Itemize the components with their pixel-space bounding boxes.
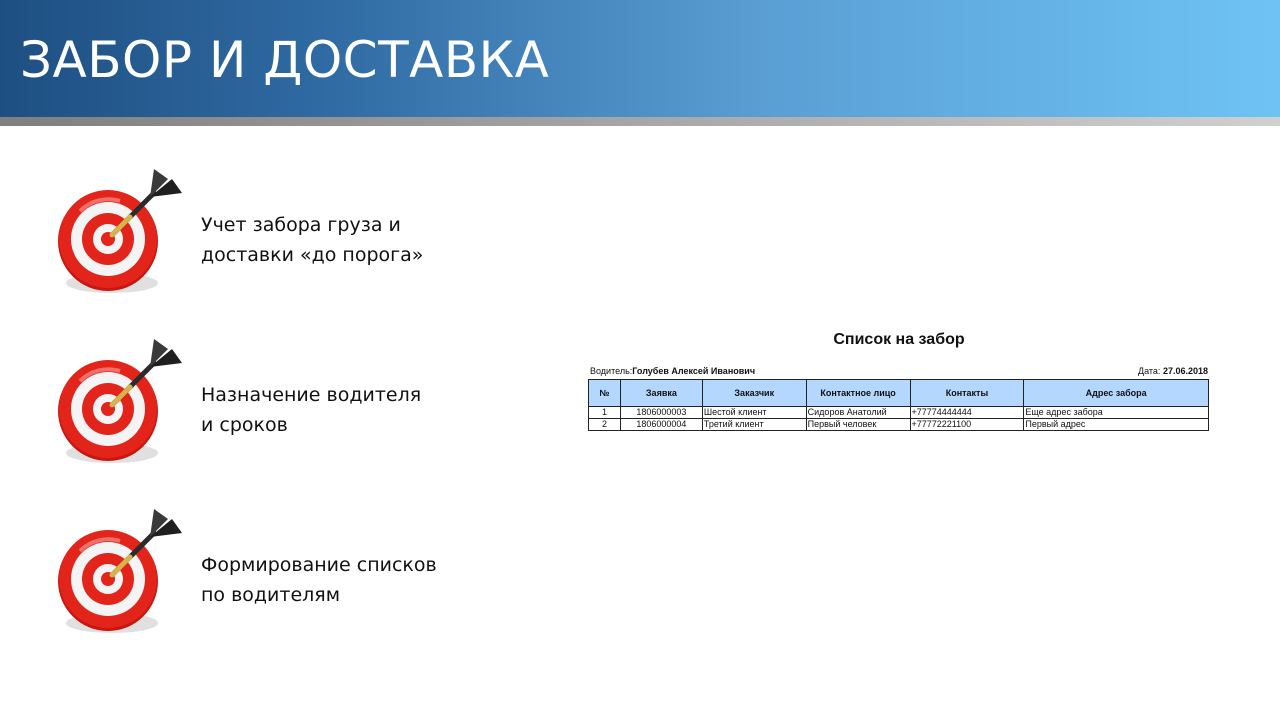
driver-info [590,364,755,378]
target-dart-icon [50,505,190,645]
column-header: Адрес забора [1024,380,1209,407]
feature-item-driver-assignment [50,335,470,475]
order-id: 1806000003 [620,407,702,419]
slide-title: ЗАБОР И ДОСТАВКА [20,31,550,89]
feature-line: Формирование списков [201,554,437,576]
header-divider [0,117,1280,126]
row-number: 2 [589,419,621,431]
date-value: 27.06.2018 [1162,366,1208,376]
table-header-row [589,380,1209,407]
driver-name: Голубев Алексей Иванович [632,366,756,376]
pickup-table [588,379,1209,431]
date-info [1138,364,1208,378]
column-header: Заявка [620,380,702,407]
feature-text [201,550,471,610]
contact-phone: +77772221100 [910,419,1024,431]
column-header: № [589,380,621,407]
table-row [589,407,1209,419]
driver-label: Водитель: [590,366,633,376]
target-dart-icon [50,335,190,475]
column-header: Заказчик [702,380,806,407]
row-number: 1 [589,407,621,419]
date-label: Дата: [1138,366,1161,376]
column-header: Контактное лицо [806,380,910,407]
slide-header [0,0,1280,117]
feature-text [201,380,471,440]
report-title: Список на забор [833,331,965,348]
pickup-list-report [588,330,1210,431]
pickup-address: Первый адрес [1024,419,1209,431]
target-dart-icon [50,165,190,305]
customer: Третий клиент [702,419,806,431]
contact-person: Первый человек [806,419,910,431]
table-row [589,419,1209,431]
order-id: 1806000004 [620,419,702,431]
column-header: Контакты [910,380,1024,407]
feature-item-driver-lists [50,505,470,645]
feature-line: по водителям [201,584,341,606]
feature-item-pickup-delivery [50,165,470,305]
contact-phone: +77774444444 [910,407,1024,419]
pickup-address: Еще адрес забора [1024,407,1209,419]
customer: Шестой клиент [702,407,806,419]
feature-line: и сроков [201,414,288,436]
feature-line: Назначение водителя [201,384,422,406]
report-meta [588,364,1210,378]
feature-line: доставки «до порога» [201,244,424,266]
contact-person: Сидоров Анатолий [806,407,910,419]
feature-text [201,210,471,270]
feature-line: Учет забора груза и [201,214,401,236]
